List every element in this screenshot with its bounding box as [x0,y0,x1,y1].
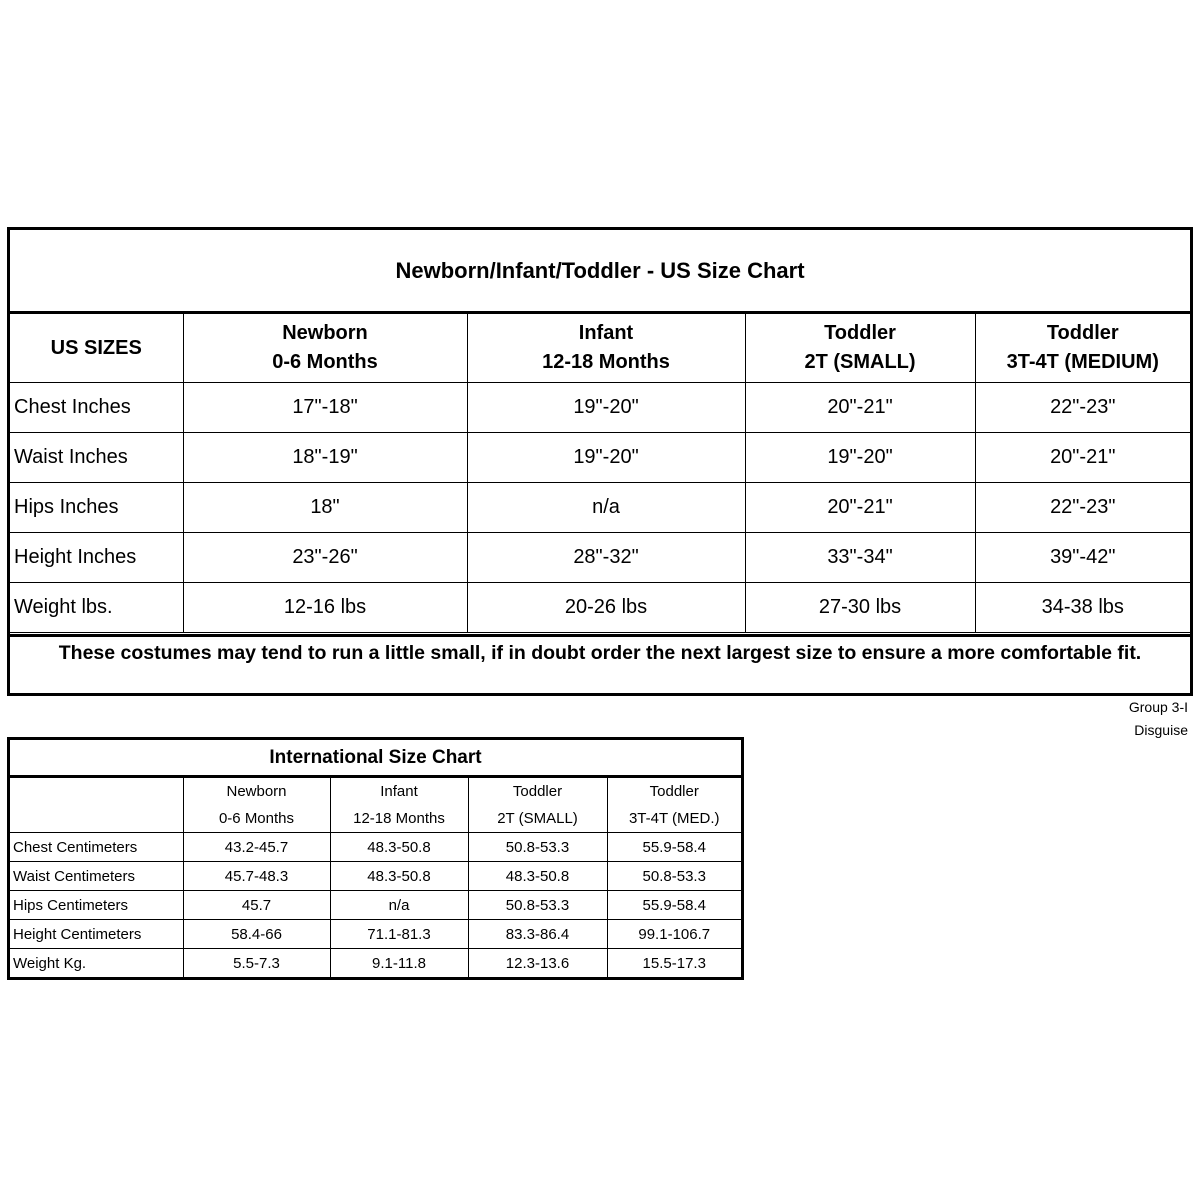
table-cell: 48.3-50.8 [330,862,468,891]
table-row [10,383,1190,433]
row-label: Chest Inches [10,383,183,433]
table-cell: n/a [330,891,468,920]
table-cell: 99.1-106.7 [607,920,741,949]
table-cell: 23"-26" [183,533,467,583]
table-cell: 28"-32" [467,533,745,583]
table-cell: 50.8-53.3 [468,833,607,862]
table-cell: 48.3-50.8 [330,833,468,862]
table-cell: 19"-20" [745,433,975,483]
table-cell: 55.9-58.4 [607,833,741,862]
table-cell: 20"-21" [745,483,975,533]
table-cell: 18"-19" [183,433,467,483]
table-cell: 18" [183,483,467,533]
col-line1: Toddler [649,783,699,800]
us-header-row [10,314,1190,383]
table-cell: 19"-20" [467,433,745,483]
intl-corner-label [10,778,183,833]
col-line1: Toddler [1046,322,1119,344]
table-cell: 15.5-17.3 [607,949,741,978]
table-row [10,583,1190,633]
table-cell: 20"-21" [745,383,975,433]
table-row [10,533,1190,583]
us-corner-label: US SIZES [10,314,183,383]
table-cell: 22"-23" [975,483,1190,533]
col-line1: Newborn [226,783,287,800]
intl-col-toddler-small [468,778,607,833]
table-cell: 22"-23" [975,383,1190,433]
table-cell: 55.9-58.4 [607,891,741,920]
us-col-toddler-medium [975,314,1190,383]
table-cell: 17"-18" [183,383,467,433]
col-line1: Infant [380,783,418,800]
row-label: Hips Centimeters [10,891,183,920]
col-line2: 2T (SMALL) [497,810,578,827]
table-cell: 5.5-7.3 [183,949,330,978]
us-size-chart [7,227,1193,696]
col-line2: 2T (SMALL) [804,351,916,373]
sizing-note: These costumes may tend to run a little small, if in doubt order the next largest size to ensure a more comfortable fit. [10,634,1190,693]
table-row [10,920,741,949]
table-row [10,433,1190,483]
row-label: Weight Kg. [10,949,183,978]
us-size-chart-title: Newborn/Infant/Toddler - US Size Chart [10,230,1190,314]
col-line1: Toddler [824,322,896,344]
table-cell: 19"-20" [467,383,745,433]
table-cell: 33"-34" [745,533,975,583]
table-cell: 83.3-86.4 [468,920,607,949]
table-row [10,862,741,891]
col-line2: 12-18 Months [353,810,445,827]
table-row [10,833,741,862]
row-label: Waist Inches [10,433,183,483]
col-line1: Infant [578,322,634,344]
intl-col-infant [330,778,468,833]
col-line2: 3T-4T (MEDIUM) [1006,351,1159,373]
intl-col-toddler-medium [607,778,741,833]
table-cell: 12.3-13.6 [468,949,607,978]
table-cell: n/a [467,483,745,533]
us-col-toddler-small [745,314,975,383]
international-size-chart [7,737,744,980]
table-cell: 45.7-48.3 [183,862,330,891]
group-label [1129,696,1188,742]
row-label: Weight lbs. [10,583,183,633]
col-line2: 12-18 Months [542,351,670,373]
row-label: Height Inches [10,533,183,583]
col-line2: 0-6 Months [218,810,295,827]
table-cell: 50.8-53.3 [468,891,607,920]
table-cell: 9.1-11.8 [330,949,468,978]
col-line1: Toddler [512,783,563,800]
intl-header-row [10,778,741,833]
table-cell: 20-26 lbs [467,583,745,633]
table-cell: 34-38 lbs [975,583,1190,633]
col-line1: Newborn [282,322,368,344]
table-row [10,891,741,920]
table-cell: 71.1-81.3 [330,920,468,949]
table-cell: 43.2-45.7 [183,833,330,862]
us-col-infant [467,314,745,383]
row-label: Waist Centimeters [10,862,183,891]
us-size-table [10,314,1190,633]
table-cell: 20"-21" [975,433,1190,483]
international-size-chart-title: International Size Chart [10,740,741,778]
table-cell: 39"-42" [975,533,1190,583]
table-row [10,483,1190,533]
row-label: Chest Centimeters [10,833,183,862]
table-cell: 27-30 lbs [745,583,975,633]
group-label-line2: Disguise [1134,722,1188,738]
table-cell: 50.8-53.3 [607,862,741,891]
table-row [10,949,741,978]
table-cell: 58.4-66 [183,920,330,949]
table-cell: 45.7 [183,891,330,920]
col-line2: 0-6 Months [272,351,378,373]
col-line2: 3T-4T (MED.) [628,810,720,827]
row-label: Height Centimeters [10,920,183,949]
international-size-table [10,778,741,977]
intl-col-newborn [183,778,330,833]
us-col-newborn [183,314,467,383]
row-label: Hips Inches [10,483,183,533]
table-cell: 48.3-50.8 [468,862,607,891]
table-cell: 12-16 lbs [183,583,467,633]
group-label-line1: Group 3-I [1128,699,1188,715]
